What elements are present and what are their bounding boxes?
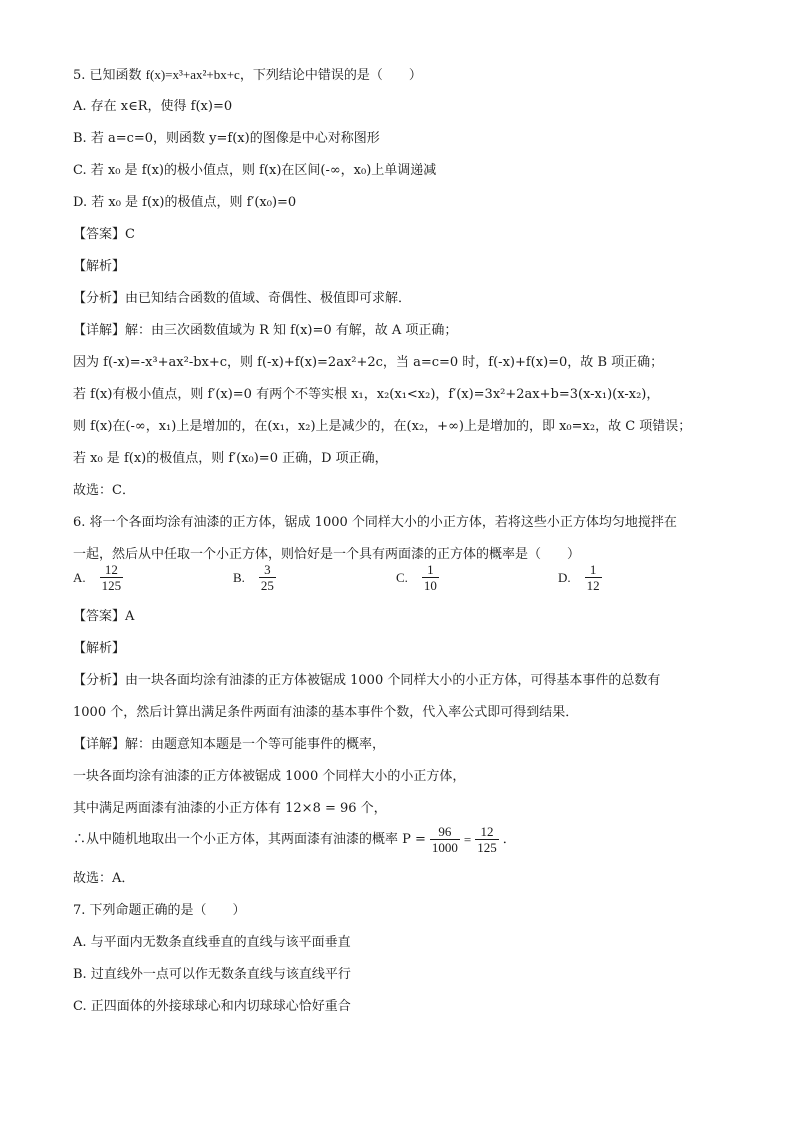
fraction-numerator: 12 xyxy=(480,824,494,839)
q6-option-b-label: B. xyxy=(233,569,245,585)
q5-detail-1: 【详解】解：由三次函数值域为 R 知 f(x)=0 有解，故 A 项正确； xyxy=(73,323,458,338)
q6-option-d xyxy=(558,562,604,593)
q7-option-b: B. 过直线外一点可以作无数条直线与该直线平行 xyxy=(73,967,351,982)
q6-probability-fraction-1 xyxy=(430,824,460,855)
q6-choose: 故选：A． xyxy=(73,871,135,886)
fraction-denominator: 25 xyxy=(260,578,274,593)
q6-stem-2: 一起，然后从中任取一个小正方体，则恰好是一个具有两面漆的正方体的概率是（ ） xyxy=(73,547,581,562)
q5-detail-5: 若 x₀ 是 f(x)的极值点，则 f′(x₀)=0 正确，D 项正确， xyxy=(73,451,388,466)
fraction-numerator: 1 xyxy=(427,562,434,577)
q5-stem-function: f(x)=x³+ax²+bx+c xyxy=(145,67,240,82)
q6-stem-1: 6. 将一个各面均涂有油漆的正方体，锯成 1000 个同样大小的小正方体，若将这些小正方体均匀地搅拌在 xyxy=(73,515,677,530)
q6-detail-3: 其中满足两面漆有油漆的小正方体有 12×8 = 96 个， xyxy=(73,801,387,816)
fraction-numerator: 1 xyxy=(589,562,597,577)
fraction-denominator: 10 xyxy=(423,578,437,593)
q6-option-c-label: C. xyxy=(396,569,408,585)
q6-detail-1: 【详解】解：由题意知本题是一个等可能事件的概率， xyxy=(73,737,386,752)
fraction-numerator: 12 xyxy=(104,562,118,577)
q6-option-b-fraction xyxy=(259,562,276,593)
q6-detail-4-text: ∴从中随机地取出一个小正方体，其两面漆有油漆的概率 P = xyxy=(73,831,426,847)
q6-option-b xyxy=(233,562,278,593)
q5-option-b: B. 若 a=c=0，则函数 y=f(x)的图像是中心对称图形 xyxy=(73,131,380,146)
q6-jiexi-label: 【解析】 xyxy=(73,641,126,656)
q6-option-d-label: D. xyxy=(558,569,571,585)
fraction-denominator: 12 xyxy=(586,578,600,593)
fraction-numerator: 3 xyxy=(264,562,271,577)
q5-answer: 【答案】C xyxy=(73,227,135,242)
q5-option-c: C. 若 x₀ 是 f(x)的极小值点，则 f(x)在区间(-∞，x₀)上单调递减 xyxy=(73,163,437,178)
q5-stem-suffix: ，下列结论中错误的是（ ） xyxy=(239,68,422,83)
q5-detail-2: 因为 f(-x)=-x³+ax²-bx+c，则 f(-x)+f(x)=2ax²+2c，当 a=c=0 时，f(-x)+f(x)=0，故 B 项正确； xyxy=(73,355,664,370)
q5-jiexi-label: 【解析】 xyxy=(73,259,126,274)
q6-answer: 【答案】A xyxy=(73,609,135,624)
q7-option-c: C. 正四面体的外接球球心和内切球球心恰好重合 xyxy=(73,999,351,1014)
q6-detail-4 xyxy=(73,824,516,855)
fraction-denominator: 1000 xyxy=(431,840,458,855)
q6-detail-2: 一块各面均涂有油漆的正方体被锯成 1000 个同样大小的小正方体， xyxy=(73,769,466,784)
q5-detail-3: 若 f(x)有极小值点，则 f′(x)=0 有两个不等实根 x₁，x₂(x₁<x₂)，f′(x)=3x²+2ax+b=3(x-x₁)(x-x₂)， xyxy=(73,387,660,402)
q5-choose: 故选：C． xyxy=(73,483,135,498)
fraction-denominator: 125 xyxy=(477,840,497,855)
q5-detail-4: 则 f(x)在(-∞，x₁)上是增加的，在(x₁，x₂)上是减少的，在(x₂，+∞)上是增加的，即 x₀=x₂，故 C 项错误； xyxy=(73,419,692,434)
q6-option-d-fraction xyxy=(585,562,602,593)
q6-option-a-fraction xyxy=(100,562,124,593)
q5-stem-prefix: 5. 已知函数 xyxy=(73,68,146,83)
q7-stem: 7. 下列命题正确的是（ ） xyxy=(73,903,246,918)
q5-analysis: 【分析】由已知结合函数的值域、奇偶性、极值即可求解． xyxy=(73,291,412,306)
q6-analysis-1: 【分析】由一块各面均涂有油漆的正方体被锯成 1000 个同样大小的小正方体，可得基本事件的总数有 xyxy=(73,673,661,688)
fraction-denominator: 125 xyxy=(101,578,122,593)
q5-stem xyxy=(73,66,422,85)
q6-option-a xyxy=(73,562,125,593)
q5-option-d: D. 若 x₀ 是 f(x)的极值点，则 f′(x₀)=0 xyxy=(73,195,297,210)
q6-option-c xyxy=(396,562,441,593)
q6-analysis-2: 1000 个，然后计算出满足条件两面有油漆的基本事件个数，代入率公式即可得到结果． xyxy=(73,705,579,720)
q6-option-c-fraction xyxy=(422,562,439,593)
q5-option-a: A. 存在 x∈R，使得 f(x)=0 xyxy=(73,99,233,114)
sentence-end: ． xyxy=(502,831,516,847)
q6-probability-fraction-2 xyxy=(475,824,499,855)
q7-option-a: A. 与平面内无数条直线垂直的直线与该平面垂直 xyxy=(73,935,351,950)
equals-sign: = xyxy=(463,831,472,847)
q6-option-a-label: A. xyxy=(73,569,86,585)
fraction-numerator: 96 xyxy=(438,824,452,839)
